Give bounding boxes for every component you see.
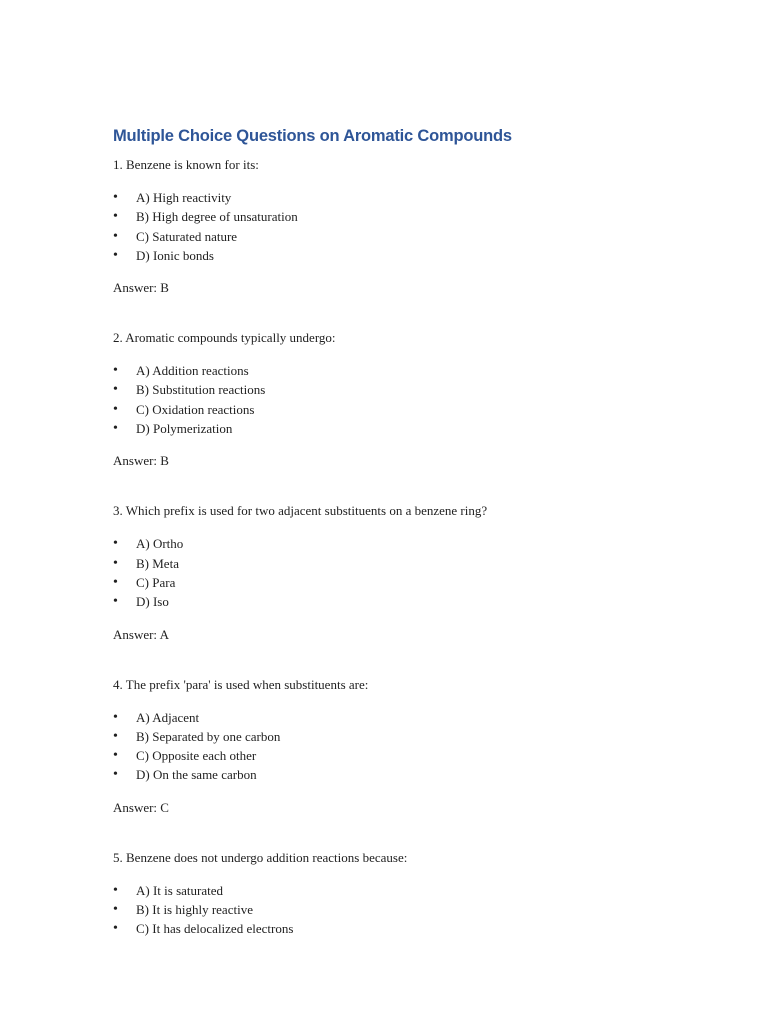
- option-item: [113, 919, 713, 938]
- question-list: [113, 156, 713, 939]
- option-text: B) High degree of unsaturation: [136, 209, 298, 225]
- option-item: [113, 400, 713, 419]
- option-item: [113, 361, 713, 380]
- option-text: A) Addition reactions: [136, 363, 249, 379]
- bullet-icon: •: [113, 247, 118, 263]
- bullet-icon: •: [113, 421, 118, 437]
- bullet-icon: •: [113, 209, 118, 225]
- answer-text: Answer: B: [113, 453, 169, 469]
- option-text: A) It is saturated: [136, 882, 224, 898]
- option-text: D) Ionic bonds: [136, 247, 214, 263]
- bullet-icon: •: [113, 363, 118, 379]
- bullet-icon: •: [113, 882, 118, 898]
- option-text: C) Saturated nature: [136, 228, 238, 244]
- option-item: [113, 573, 713, 592]
- question-block: [113, 502, 713, 643]
- bullet-icon: •: [113, 709, 118, 725]
- answer-text: Answer: C: [113, 799, 169, 815]
- option-list: [113, 361, 713, 438]
- option-item: [113, 727, 713, 746]
- question-block: [113, 676, 713, 817]
- question-text: 2. Aromatic compounds typically undergo:: [113, 330, 336, 346]
- bullet-icon: •: [113, 401, 118, 417]
- bullet-icon: •: [113, 728, 118, 744]
- question-block: [113, 329, 713, 470]
- bullet-icon: •: [113, 382, 118, 398]
- bullet-icon: •: [113, 902, 118, 918]
- option-text: D) On the same carbon: [136, 767, 257, 783]
- option-item: [113, 380, 713, 399]
- document-page: [113, 122, 713, 939]
- question-block: [113, 156, 713, 297]
- option-text: C) Para: [136, 574, 176, 590]
- option-item: [113, 881, 713, 900]
- option-item: [113, 746, 713, 765]
- bullet-icon: •: [113, 536, 118, 552]
- option-text: A) Adjacent: [136, 709, 200, 725]
- option-text: C) Oxidation reactions: [136, 401, 255, 417]
- option-item: [113, 900, 713, 919]
- option-item: [113, 207, 713, 226]
- bullet-icon: •: [113, 228, 118, 244]
- bullet-icon: •: [113, 574, 118, 590]
- option-text: D) Iso: [136, 594, 169, 610]
- question-text: 1. Benzene is known for its:: [113, 157, 259, 172]
- option-item: [113, 419, 713, 438]
- option-text: B) Substitution reactions: [136, 382, 266, 398]
- option-item: [113, 765, 713, 784]
- option-list: [113, 708, 713, 785]
- bullet-icon: •: [113, 594, 118, 610]
- option-text: B) It is highly reactive: [136, 902, 253, 918]
- option-item: [113, 188, 713, 207]
- bullet-icon: •: [113, 748, 118, 764]
- document-title: Multiple Choice Questions on Aromatic Compounds: [113, 127, 512, 145]
- question-text: 4. The prefix 'para' is used when substituents are:: [113, 676, 369, 692]
- question-text: 5. Benzene does not undergo addition reactions because:: [113, 849, 408, 865]
- option-item: [113, 227, 713, 246]
- bullet-icon: •: [113, 921, 118, 937]
- option-item: [113, 246, 713, 265]
- option-text: D) Polymerization: [136, 421, 233, 437]
- option-list: [113, 534, 713, 611]
- option-text: B) Separated by one carbon: [136, 728, 281, 744]
- bullet-icon: •: [113, 555, 118, 571]
- question-block: [113, 849, 713, 939]
- option-text: C) Opposite each other: [136, 748, 257, 764]
- option-item: [113, 534, 713, 553]
- option-item: [113, 554, 713, 573]
- option-text: B) Meta: [136, 555, 179, 571]
- option-item: [113, 708, 713, 727]
- option-item: [113, 592, 713, 611]
- option-list: [113, 881, 713, 939]
- bullet-icon: •: [113, 767, 118, 783]
- option-text: C) It has delocalized electrons: [136, 921, 294, 937]
- option-text: A) High reactivity: [136, 190, 232, 205]
- option-text: A) Ortho: [136, 536, 184, 552]
- answer-text: Answer: B: [113, 280, 169, 296]
- answer-text: Answer: A: [113, 626, 169, 642]
- bullet-icon: •: [113, 190, 118, 205]
- option-list: [113, 188, 713, 265]
- question-text: 3. Which prefix is used for two adjacent substituents on a benzene ring?: [113, 503, 488, 519]
